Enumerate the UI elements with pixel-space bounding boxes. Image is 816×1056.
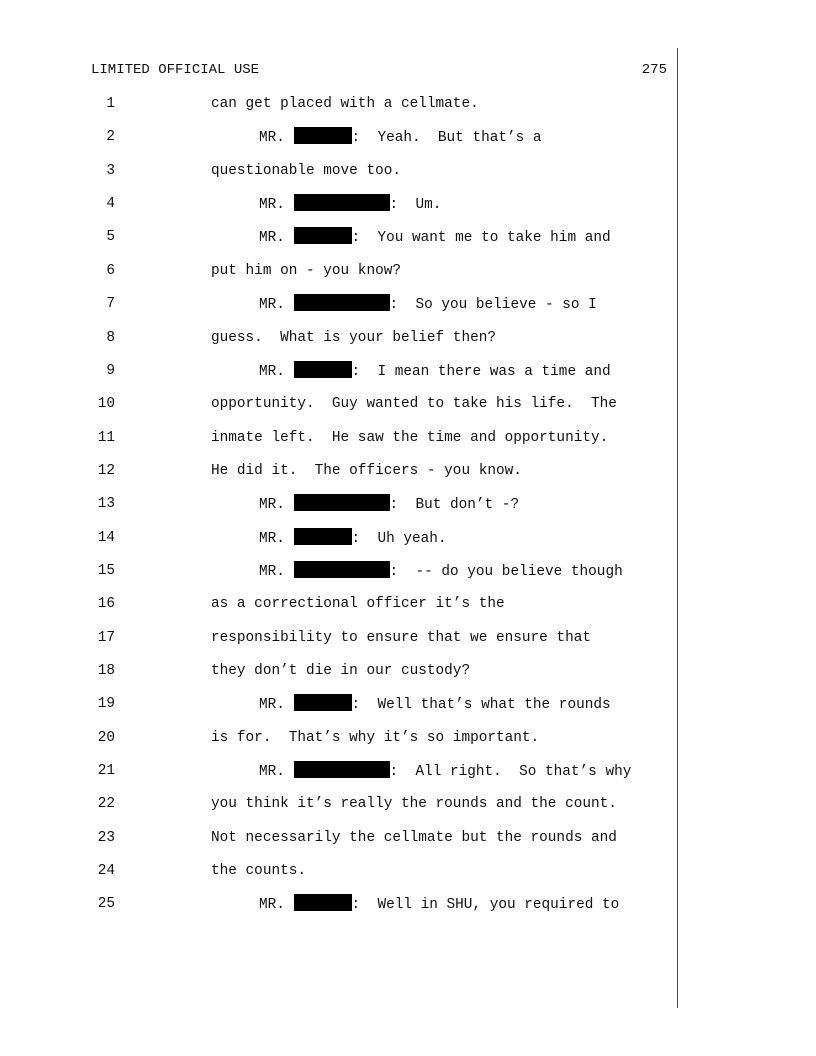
- line-text: put him on - you know?: [211, 262, 401, 279]
- line-number: 3: [106, 162, 115, 179]
- speaker-line: [259, 227, 611, 248]
- transcript-line: [0, 127, 680, 147]
- transcript-line: [0, 227, 680, 247]
- speaker-prefix: MR.: [259, 764, 294, 780]
- transcript-line: [0, 628, 680, 648]
- line-text: He did it. The officers - you know.: [211, 462, 522, 479]
- transcript-line: [0, 594, 680, 614]
- redaction-box: [294, 227, 352, 244]
- line-text: opportunity. Guy wanted to take his life. The: [211, 396, 617, 413]
- line-number: 25: [97, 896, 115, 913]
- redaction-box: [294, 761, 390, 778]
- line-number: 14: [97, 529, 115, 546]
- speaker-prefix: MR.: [259, 297, 294, 314]
- transcript-line: [0, 561, 680, 581]
- redaction-box: [294, 361, 352, 378]
- transcript-line: [0, 794, 680, 814]
- line-text: guess. What is your belief then?: [211, 329, 496, 346]
- speech-text: : -- do you believe though: [389, 563, 623, 580]
- line-text: you think it’s really the rounds and the count.: [211, 796, 617, 813]
- line-number: 18: [97, 663, 115, 679]
- transcript-line: [0, 294, 680, 314]
- line-text: responsibility to ensure that we ensure that: [211, 629, 591, 646]
- line-text: as a correctional officer it’s the: [211, 596, 505, 613]
- speech-text: : All right. So that’s why: [389, 764, 632, 780]
- speech-text: : I mean there was a time and: [351, 363, 611, 380]
- line-text: inmate left. He saw the time and opportunity.: [211, 429, 609, 446]
- transcript-line: [0, 694, 680, 714]
- speaker-line: [259, 127, 542, 148]
- line-number: 2: [106, 129, 115, 146]
- speech-text: : Well that’s what the rounds: [351, 697, 611, 714]
- line-text: they don’t die in our custody?: [211, 663, 471, 679]
- redaction-box: [294, 561, 390, 578]
- line-number: 7: [106, 296, 115, 313]
- line-number: 16: [97, 596, 115, 613]
- line-number: 20: [97, 729, 115, 746]
- line-number: 24: [97, 863, 115, 880]
- transcript-line: [0, 861, 680, 881]
- transcript-line: [0, 528, 680, 548]
- transcript-line: [0, 194, 680, 214]
- line-number: 22: [97, 796, 115, 813]
- transcript-line: [0, 494, 680, 514]
- line-number: 8: [106, 329, 115, 346]
- line-number: 12: [97, 462, 115, 479]
- line-text: questionable move too.: [211, 162, 401, 179]
- transcript-line: [0, 761, 680, 781]
- speaker-prefix: MR.: [259, 197, 294, 214]
- line-number: 10: [97, 396, 115, 413]
- line-number: 11: [97, 429, 115, 446]
- redaction-box: [294, 194, 390, 211]
- speaker-prefix: MR.: [259, 130, 294, 147]
- speech-text: : Uh yeah.: [351, 530, 447, 547]
- line-text: the counts.: [211, 863, 306, 880]
- line-number: 15: [97, 562, 115, 579]
- redaction-box: [294, 528, 352, 545]
- line-number: 21: [97, 763, 115, 779]
- speaker-line: [259, 194, 441, 215]
- speaker-prefix: MR.: [259, 563, 294, 580]
- transcript-line: [0, 261, 680, 281]
- speaker-line: [259, 294, 597, 315]
- redaction-box: [294, 294, 390, 311]
- speaker-line: [259, 894, 619, 915]
- speaker-line: [259, 361, 611, 382]
- transcript-line: [0, 661, 680, 681]
- classification-header: LIMITED OFFICIAL USE: [91, 62, 260, 78]
- line-number: 17: [97, 629, 115, 646]
- speaker-prefix: MR.: [259, 897, 294, 914]
- redaction-box: [294, 494, 390, 511]
- transcript-line: [0, 328, 680, 348]
- speaker-prefix: MR.: [259, 363, 294, 380]
- speaker-prefix: MR.: [259, 497, 294, 514]
- redaction-box: [294, 894, 352, 911]
- speech-text: : Well in SHU, you required to: [351, 897, 620, 914]
- page-number: 275: [641, 62, 667, 78]
- line-number: 5: [106, 229, 115, 246]
- line-number: 13: [97, 496, 115, 513]
- line-number: 19: [97, 696, 115, 713]
- transcript-line: [0, 94, 680, 114]
- line-number: 23: [97, 829, 115, 846]
- speaker-prefix: MR.: [259, 230, 294, 247]
- line-number: 9: [106, 362, 115, 379]
- speech-text: : You want me to take him and: [351, 230, 611, 247]
- line-text: can get placed with a cellmate.: [211, 96, 479, 112]
- transcript-line: [0, 161, 680, 181]
- line-number: 4: [106, 196, 115, 213]
- speaker-line: [259, 561, 623, 582]
- speech-text: : So you believe - so I: [389, 297, 597, 314]
- transcript-line: [0, 461, 680, 481]
- speaker-line: [259, 694, 611, 715]
- transcript-line: [0, 361, 680, 381]
- redaction-box: [294, 694, 352, 711]
- speech-text: : But don’t -?: [389, 497, 520, 514]
- line-text: is for. That’s why it’s so important.: [211, 729, 540, 746]
- transcript-line: [0, 428, 680, 448]
- redaction-box: [294, 127, 352, 144]
- speaker-line: [259, 494, 519, 515]
- speech-text: : Yeah. But that’s a: [351, 130, 542, 147]
- transcript-line: [0, 894, 680, 914]
- speaker-prefix: MR.: [259, 697, 294, 714]
- transcript-line: [0, 728, 680, 748]
- speech-text: : Um.: [389, 197, 442, 214]
- line-number: 6: [106, 262, 115, 279]
- speaker-line: [259, 528, 447, 549]
- speaker-prefix: MR.: [259, 530, 294, 547]
- line-number: 1: [106, 96, 115, 112]
- line-text: Not necessarily the cellmate but the rounds and: [211, 829, 617, 846]
- speaker-line: [259, 761, 631, 782]
- transcript-line: [0, 828, 680, 848]
- transcript-line: [0, 394, 680, 414]
